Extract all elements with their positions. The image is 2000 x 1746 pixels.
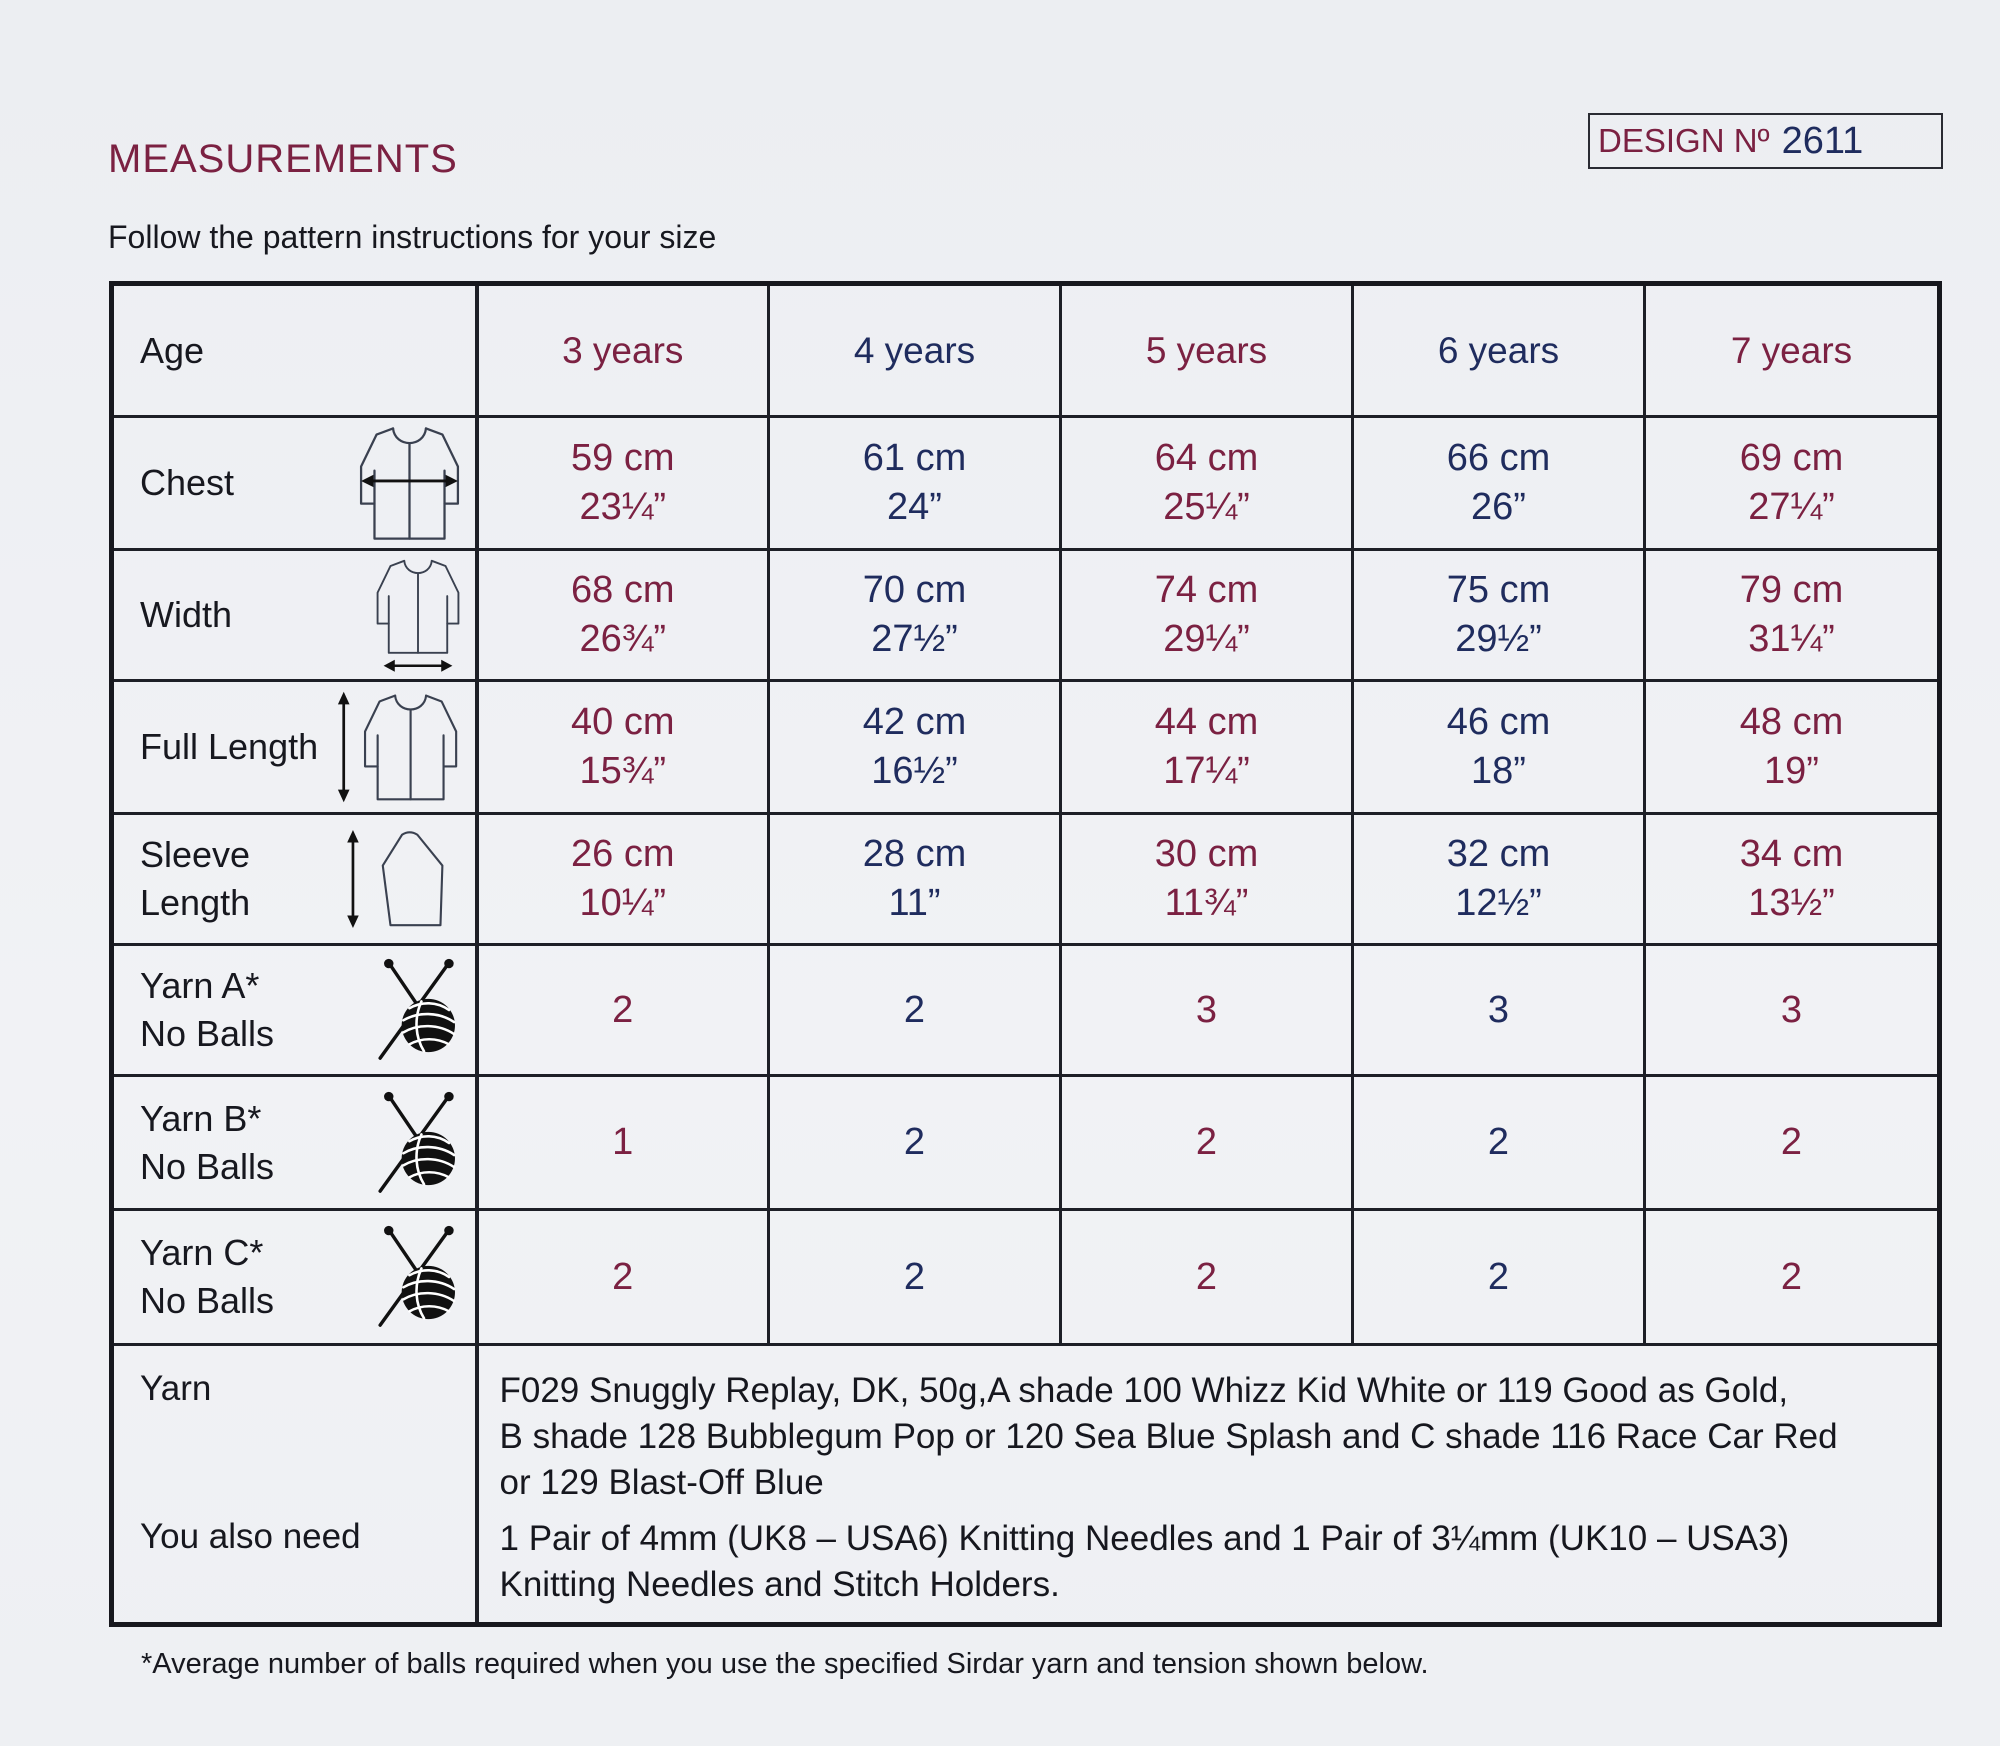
chest-3-years-cm: 59 cm [571, 437, 675, 479]
width-4-years-in: 27½” [871, 618, 958, 660]
width-row [112, 550, 1940, 681]
width-6-years-in: 29½” [1455, 618, 1542, 660]
sleeve-length-7-years-cm: 34 cm [1739, 833, 1844, 875]
yarn-label: Yarn [140, 1369, 212, 1408]
materials-text-cell [477, 1345, 1940, 1625]
full-length-7-years-in: 19” [1764, 750, 1819, 792]
width-7-years-cm: 79 cm [1739, 569, 1844, 611]
chest-6-years-cm: 66 cm [1446, 437, 1551, 479]
sleeve-length-measure-icon [343, 829, 461, 929]
sleeve-length-label-cell [112, 814, 477, 945]
chest-4-years-cell [769, 417, 1061, 550]
yarn-c-label-line-1: Yarn C* [140, 1232, 264, 1273]
width-3-years-in: 26¾” [579, 618, 667, 660]
yarn-a-label-line-2: No Balls [140, 1013, 275, 1054]
full-length-4-years-cm: 42 cm [862, 701, 967, 743]
design-number: 2611 [1781, 119, 1864, 162]
measurements-table [109, 281, 1942, 1627]
sleeve-length-4-years-in: 11” [888, 882, 941, 924]
chest-5-years-cell [1061, 417, 1353, 550]
sleeve-length-6-years-cell [1353, 814, 1645, 945]
yarn-b-5-years-balls: 2 [1061, 1076, 1353, 1210]
yarn-ball-needles-icon [375, 1225, 461, 1329]
yarn-b-6-years-balls: 2 [1353, 1076, 1645, 1210]
full-length-7-years-cell [1645, 681, 1940, 814]
chest-6-years-in: 26” [1471, 486, 1526, 528]
full-length-measure-icon [335, 687, 461, 807]
design-number-box [1588, 113, 1943, 169]
yarn-description-line-3: or 129 Blast-Off Blue [499, 1463, 824, 1502]
yarn-a-6-years-balls: 3 [1353, 945, 1645, 1076]
width-6-years-cm: 75 cm [1446, 569, 1551, 611]
width-6-years-cell [1353, 550, 1645, 681]
chest-row [112, 417, 1940, 550]
sleeve-length-6-years-cm: 32 cm [1446, 833, 1551, 875]
sleeve-length-label-line-2: Length [140, 882, 251, 923]
age-label: Age [112, 284, 477, 417]
also-need-line-2: Knitting Needles and Stitch Holders. [499, 1565, 1060, 1604]
chest-label-cell [112, 417, 477, 550]
sleeve-length-6-years-in: 12½” [1455, 882, 1542, 924]
also-need-description [500, 1516, 1790, 1608]
width-label-cell [112, 550, 477, 681]
width-5-years-cm: 74 cm [1154, 569, 1259, 611]
full-length-6-years-in: 18” [1471, 750, 1526, 792]
sleeve-length-4-years-cell [769, 814, 1061, 945]
yarn-c-7-years-balls: 2 [1645, 1210, 1940, 1345]
width-4-years-cm: 70 cm [862, 569, 967, 611]
page-subtitle: Follow the pattern instructions for your size [108, 219, 717, 255]
size-header-5-years: 5 years [1061, 284, 1353, 417]
chest-5-years-in: 25¼” [1163, 486, 1250, 528]
materials-label-cell [112, 1345, 477, 1625]
size-header-6-years: 6 years [1353, 284, 1645, 417]
also-need-line-1: 1 Pair of 4mm (UK8 – USA6) Knitting Needles and 1 Pair of 3¼mm (UK10 – USA3) [499, 1519, 1790, 1558]
yarn-b-row [112, 1076, 1940, 1210]
full-length-4-years-in: 16½” [871, 750, 958, 792]
size-header-3-years: 3 years [477, 284, 769, 417]
yarn-a-7-years-balls: 3 [1645, 945, 1940, 1076]
yarn-a-label-line-1: Yarn A* [140, 965, 260, 1006]
sleeve-length-5-years-in: 11¾” [1164, 882, 1249, 924]
sleeve-length-4-years-cm: 28 cm [862, 833, 967, 875]
full-length-4-years-cell [769, 681, 1061, 814]
chest-7-years-in: 27¼” [1748, 486, 1835, 528]
yarn-c-label-line-2: No Balls [140, 1280, 275, 1321]
yarn-c-label-cell [112, 1210, 477, 1345]
yarn-b-4-years-balls: 2 [769, 1076, 1061, 1210]
full-length-label: Full Length [140, 726, 319, 767]
full-length-7-years-cm: 48 cm [1739, 701, 1844, 743]
sleeve-length-7-years-in: 13½” [1748, 882, 1835, 924]
yarn-b-label-line-2: No Balls [140, 1145, 275, 1187]
full-length-3-years-cell [477, 681, 769, 814]
chest-3-years-cell [477, 417, 769, 550]
sleeve-length-3-years-cm: 26 cm [571, 833, 675, 875]
yarn-a-row [112, 945, 1940, 1076]
page-title: MEASUREMENTS [108, 137, 458, 181]
full-length-3-years-cm: 40 cm [571, 701, 675, 743]
width-7-years-in: 31¼” [1748, 618, 1835, 660]
sleeve-length-7-years-cell [1645, 814, 1940, 945]
size-header-7-years: 7 years [1645, 284, 1940, 417]
chest-label: Chest [140, 462, 235, 503]
full-length-6-years-cm: 46 cm [1446, 701, 1551, 743]
yarn-a-5-years-balls: 3 [1061, 945, 1353, 1076]
width-4-years-cell [769, 550, 1061, 681]
chest-5-years-cm: 64 cm [1154, 437, 1259, 479]
yarn-b-label-cell [112, 1076, 477, 1210]
width-5-years-cell [1061, 550, 1353, 681]
width-3-years-cm: 68 cm [571, 569, 675, 611]
sleeve-length-5-years-cm: 30 cm [1154, 833, 1259, 875]
full-length-label-cell [112, 681, 477, 814]
yarn-c-4-years-balls: 2 [769, 1210, 1061, 1345]
sleeve-length-row [112, 814, 1940, 945]
sleeve-length-3-years-cell [477, 814, 769, 945]
width-measure-icon [375, 556, 461, 674]
full-length-5-years-cell [1061, 681, 1353, 814]
yarn-c-6-years-balls: 2 [1353, 1210, 1645, 1345]
age-row [112, 284, 1940, 417]
full-length-row [112, 681, 1940, 814]
chest-7-years-cell [1645, 417, 1940, 550]
yarn-c-row [112, 1210, 1940, 1345]
sleeve-length-3-years-in: 10¼” [579, 882, 667, 924]
chest-4-years-cm: 61 cm [862, 437, 967, 479]
width-5-years-in: 29¼” [1163, 618, 1250, 660]
yarn-description [500, 1368, 1838, 1506]
yarn-a-label-cell [112, 945, 477, 1076]
design-label: DESIGN Nº [1598, 122, 1770, 159]
chest-7-years-cm: 69 cm [1739, 437, 1844, 479]
yarn-description-line-2: B shade 128 Bubblegum Pop or 120 Sea Blue Splash and C shade 116 Race Car Red [499, 1417, 1838, 1456]
width-7-years-cell [1645, 550, 1940, 681]
footnote: *Average number of balls required when you use the specified Sirdar yarn and tension shown below. [141, 1648, 1429, 1680]
sleeve-length-label-line-1: Sleeve [140, 834, 251, 875]
width-label: Width [140, 594, 233, 635]
sleeve-length-5-years-cell [1061, 814, 1353, 945]
yarn-a-4-years-balls: 2 [769, 945, 1061, 1076]
yarn-ball-needles-icon [375, 958, 461, 1062]
yarn-a-3-years-balls: 2 [477, 945, 769, 1076]
yarn-b-3-years-balls: 1 [477, 1076, 769, 1210]
width-3-years-cell [477, 550, 769, 681]
yarn-c-5-years-balls: 2 [1061, 1210, 1353, 1345]
full-length-3-years-in: 15¾” [579, 750, 667, 792]
yarn-c-3-years-balls: 2 [477, 1210, 769, 1345]
full-length-5-years-cm: 44 cm [1154, 701, 1259, 743]
chest-measure-icon [358, 423, 461, 543]
yarn-b-7-years-balls: 2 [1645, 1076, 1940, 1210]
chest-6-years-cell [1353, 417, 1645, 550]
size-header-4-years: 4 years [769, 284, 1061, 417]
yarn-b-label-line-1: Yarn B* [140, 1097, 262, 1139]
full-length-5-years-in: 17¼” [1163, 750, 1250, 792]
full-length-6-years-cell [1353, 681, 1645, 814]
yarn-ball-needles-icon [375, 1091, 461, 1195]
also-need-label: You also need [140, 1517, 361, 1556]
chest-4-years-in: 24” [887, 486, 942, 528]
chest-3-years-in: 23¼” [579, 486, 667, 528]
materials-row [112, 1345, 1940, 1625]
yarn-description-line-1: F029 Snuggly Replay, DK, 50g,A shade 100 Whizz Kid White or 119 Good as Gold, [499, 1371, 1789, 1410]
